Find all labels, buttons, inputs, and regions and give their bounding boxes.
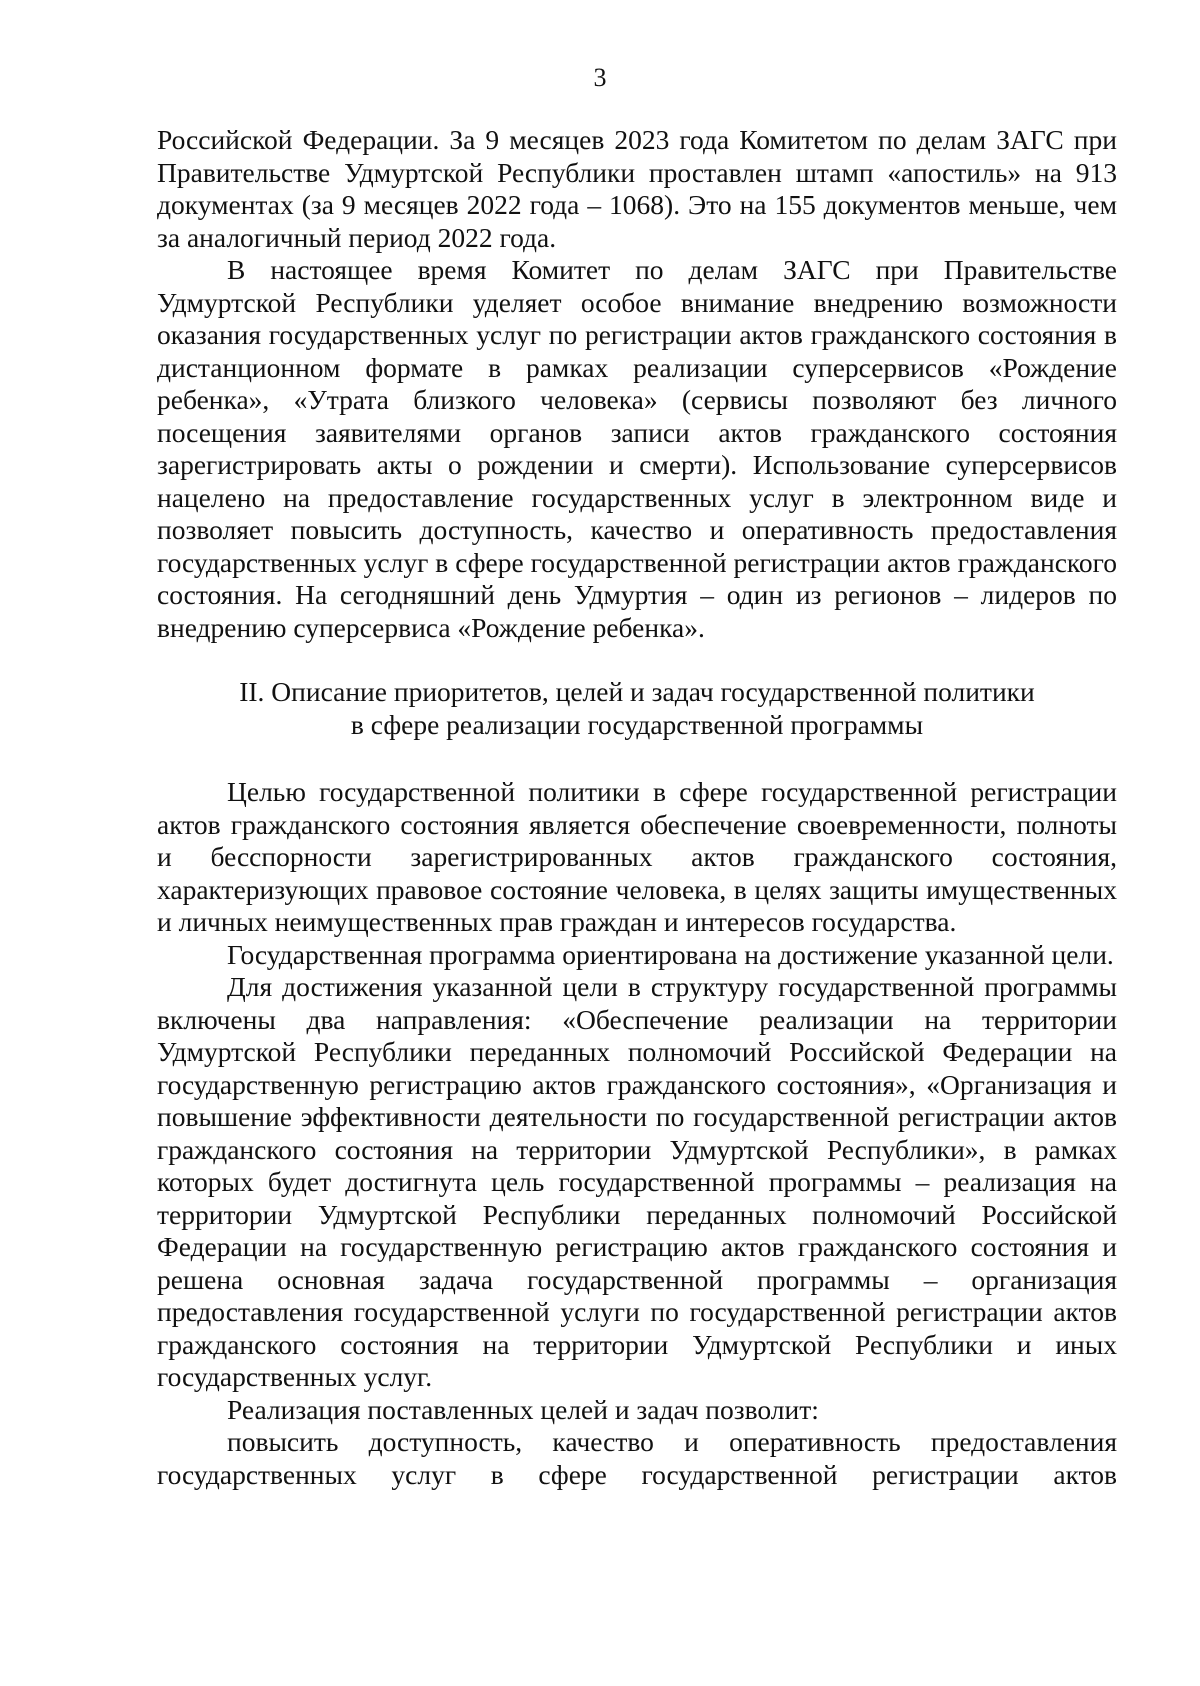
document-body <box>157 124 1117 1491</box>
paragraph-program-directions: Для достижения указанной цели в структуру государственной программы включены два направления: «Обеспечение реализации на территории Удмуртской Республики переданных полномочий Российской Федерации на государственную регистрацию актов гражданского состояния», «Организация и повышение эффективности деятельности по государственной регистрации актов гражданского состояния на территории Удмуртской Республики», в рамках которых будет достигнута цель государственной программы – реализация на территории Удмуртской Республики переданных полномочий Российской Федерации на государственную регистрацию актов гражданского состояния и решена основная задача государственной программы – организация предоставления государственной услуги по государственной регистрации актов гражданского состояния на территории Удмуртской Республики и иных государственных услуг. <box>157 971 1117 1392</box>
paragraph-results-intro: Реализация поставленных целей и задач позволит: <box>227 1393 819 1425</box>
page-number: 3 <box>593 63 607 92</box>
paragraph-program-orientation: Государственная программа ориентирована на достижение указанной цели. <box>227 938 1114 970</box>
paragraph-apostille: Российской Федерации. За 9 месяцев 2023 года Комитетом по делам ЗАГС при Правительстве Удмуртской Республики проставлен штамп «апостиль» на 913 документах (за 9 месяцев 2022 года – 1068). Это на 155 документов меньше, чем за аналогичный период 2022 года. <box>157 124 1117 253</box>
paragraph-superservices: В настоящее время Комитет по делам ЗАГС при Правительстве Удмуртской Республики уделяет особое внимание внедрению возможности оказания государственных услуг по регистрации актов гражданского состояния в дистанционном формате в рамках реализации суперсервисов «Рождение ребенка», «Утрата близкого человека» (сервисы позволяют без личного посещения заявителями органов записи актов гражданского состояния зарегистрировать акты о рождении и смерти). Использование суперсервисов нацелено на предоставление государственных услуг в электронном виде и позволяет повысить доступность, качество и оперативность предоставления государственных услуг в сфере государственной регистрации актов гражданского состояния. На сегодняшний день Удмуртия – один из регионов – лидеров по внедрению суперсервиса «Рождение ребенка». <box>157 254 1117 643</box>
section-heading-line-1: II. Описание приоритетов, целей и задач государственной политики <box>239 676 1035 707</box>
paragraph-policy-goal: Целью государственной политики в сфере государственной регистрации актов гражданского состояния является обеспечение своевременности, полноты и бесспорности зарегистрированных актов гражданского состояния, характеризующих правовое состояние человека, в целях защиты имущественных и личных неимущественных прав граждан и интересов государства. <box>157 776 1117 937</box>
section-heading <box>157 676 1117 741</box>
section-heading-line-2: в сфере реализации государственной программы <box>350 708 924 740</box>
paragraph-results-item: повысить доступность, качество и оперативность предоставления государственных услуг в сфере государственной регистрации актов <box>157 1426 1117 1490</box>
